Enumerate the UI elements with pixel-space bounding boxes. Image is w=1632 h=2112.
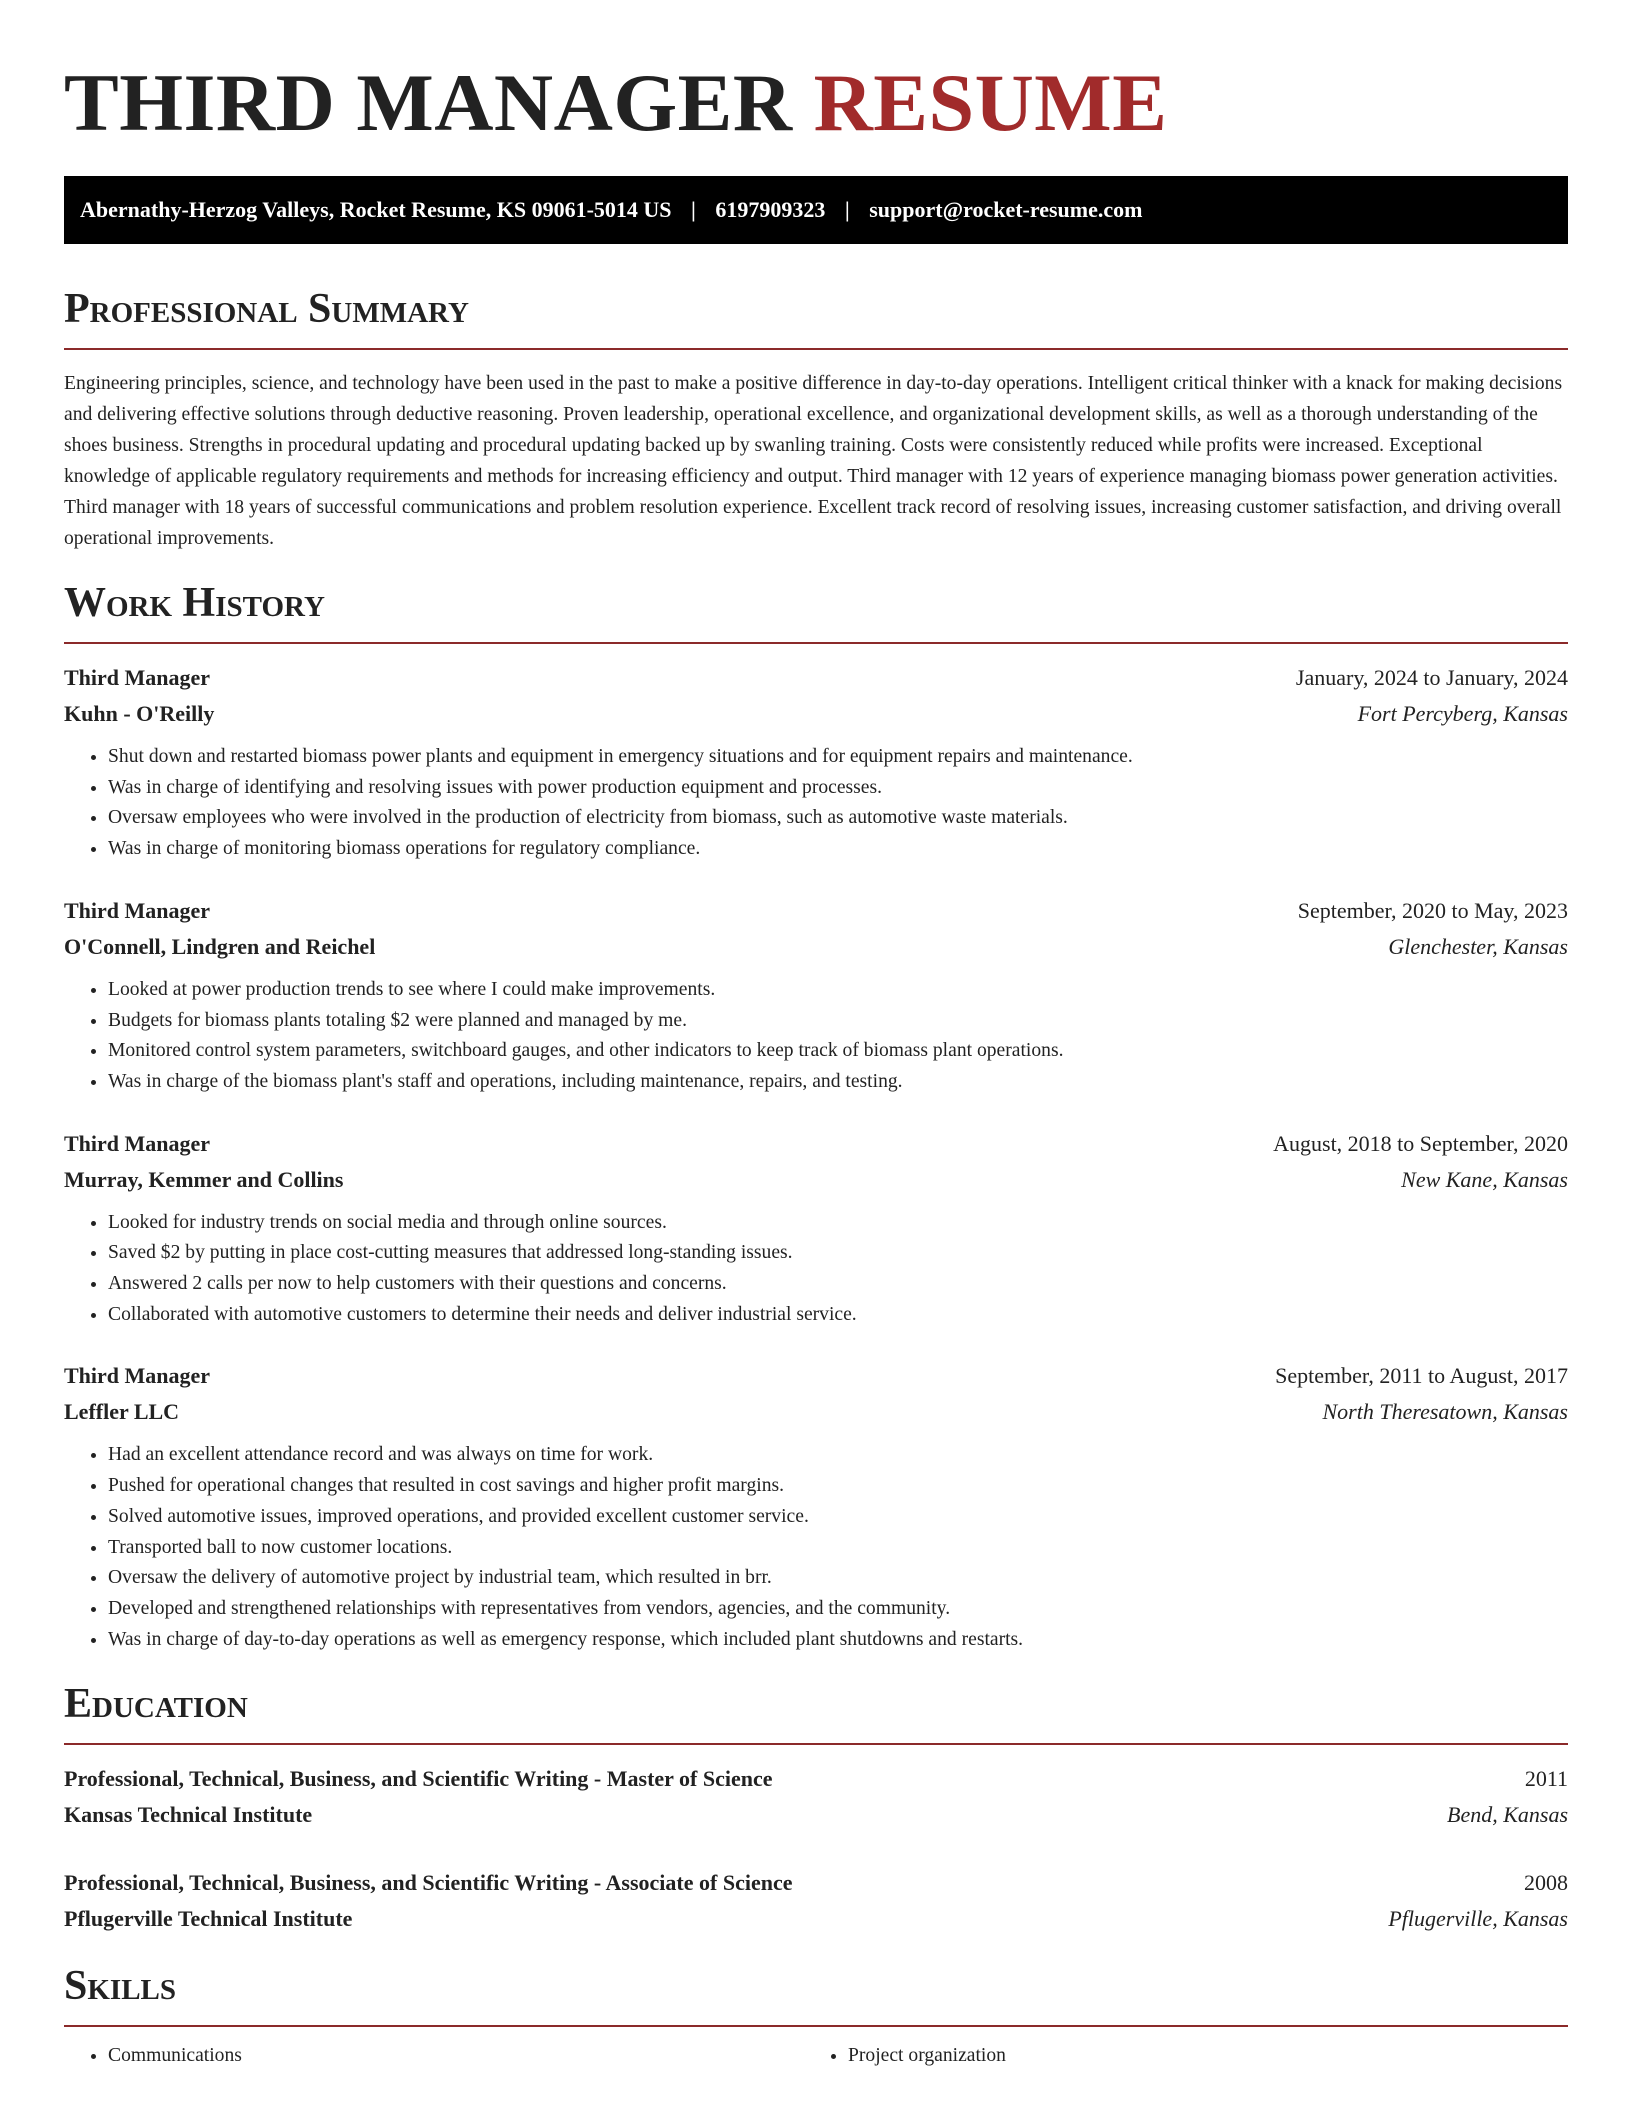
job-company: Leffler LLC xyxy=(64,1399,180,1425)
job-bullet: • Solved automotive issues, improved operations, and provided excellent customer service. xyxy=(108,1502,1568,1533)
contact-phone: 6197909323 xyxy=(715,197,826,222)
job-bullet: • Was in charge of day-to-day operations as well as emergency response, which included plant shutdowns and restarts. xyxy=(108,1625,1568,1656)
education-degree-row xyxy=(64,1761,1568,1797)
section-heading-skills: Skills xyxy=(64,1961,1568,2027)
job-bullet: • Shut down and restarted biomass power plants and equipment in emergency situations and for equipment repairs and maintenance. xyxy=(108,742,1568,773)
job-bullets xyxy=(64,742,1568,865)
job-company: Murray, Kemmer and Collins xyxy=(64,1166,344,1192)
job-bullet: • Looked for industry trends on social media and through online sources. xyxy=(108,1208,1568,1239)
resume-title xyxy=(64,0,1568,150)
job-bullet: • Pushed for operational changes that resulted in cost savings and higher profit margins. xyxy=(108,1471,1568,1502)
summary-text: Engineering principles, science, and technology have been used in the past to make a positive difference in day-to-day operations. Intelligent critical thinker with a knack for making decisions and delivering effective solutions through deductive reasoning. Proven leadership, operational excellence, and organizational development skills, as well as a thorough understanding of the shoes business. Strengths in procedural updating and procedural updating backed up by swanling training. Costs were consistently reduced while profits were increased. Exceptional knowledge of applicable regulatory requirements and methods for increasing efficiency and output. Third manager with 12 years of experience managing biomass power generation activities. Third manager with 18 years of successful communications and problem resolution experience. Excellent track record of resolving issues, increasing customer satisfaction, and driving overall operational improvements. xyxy=(64,373,1563,549)
education-entry xyxy=(64,1865,1568,1937)
contact-email: support@rocket-resume.com xyxy=(869,197,1143,222)
job-entry xyxy=(64,660,1568,865)
job-title: Third Manager xyxy=(64,1363,211,1389)
job-bullet: • Budgets for biomass plants totaling $2 were planned and managed by me. xyxy=(108,1006,1568,1037)
job-bullet: • Oversaw employees who were involved in the production of electricity from biomass, such as automotive waste materials. xyxy=(108,803,1568,834)
job-header-row xyxy=(64,893,1568,929)
education-year: 2011 xyxy=(1524,1766,1568,1792)
job-dates: August, 2018 to September, 2020 xyxy=(1273,1130,1568,1156)
job-company: O'Connell, Lindgren and Reichel xyxy=(64,933,376,959)
job-entry xyxy=(64,1126,1568,1331)
job-bullet: • Collaborated with automotive customers to determine their needs and deliver industrial service. xyxy=(108,1300,1568,1331)
skill-item: • Communications xyxy=(108,2041,804,2071)
job-bullet: • Developed and strengthened relationships with representatives from vendors, agencies, and the community. xyxy=(108,1594,1568,1625)
job-company-row xyxy=(64,1394,1568,1430)
skills-columns xyxy=(64,2041,1568,2071)
skills-list-right xyxy=(804,2041,1544,2071)
title-main: THIRD MANAGER xyxy=(64,57,793,148)
contact-separator: | xyxy=(844,197,850,222)
job-header-row xyxy=(64,660,1568,696)
job-bullet: • Monitored control system parameters, switchboard gauges, and other indicators to keep track of biomass plant operations. xyxy=(108,1036,1568,1067)
education-degree-row xyxy=(64,1865,1568,1901)
job-dates: January, 2024 to January, 2024 xyxy=(1295,665,1568,690)
education-section xyxy=(64,1679,1568,1937)
contact-address: Abernathy-Herzog Valleys, Rocket Resume, KS 09061-5014 US xyxy=(80,197,672,222)
job-location: North Theresatown, Kansas xyxy=(1322,1399,1568,1425)
job-bullets xyxy=(64,1208,1568,1331)
job-dates: September, 2020 to May, 2023 xyxy=(1297,897,1568,923)
education-school: Kansas Technical Institute xyxy=(64,1802,313,1828)
job-location: Glenchester, Kansas xyxy=(1388,933,1568,959)
job-title: Third Manager xyxy=(64,1130,211,1156)
education-location: Bend, Kansas xyxy=(1447,1802,1568,1828)
work-history-section xyxy=(64,578,1568,1655)
job-company: Kuhn - O'Reilly xyxy=(64,701,215,726)
job-location: Fort Percyberg, Kansas xyxy=(1357,701,1568,726)
job-company-row xyxy=(64,1162,1568,1198)
summary-section xyxy=(64,284,1568,554)
section-heading-education: Education xyxy=(64,1679,1568,1745)
job-entry xyxy=(64,1358,1568,1655)
education-school-row xyxy=(64,1901,1568,1937)
job-company-row xyxy=(64,696,1568,732)
job-company-row xyxy=(64,929,1568,965)
job-header-row xyxy=(64,1358,1568,1394)
job-bullet: • Answered 2 calls per now to help customers with their questions and concerns. xyxy=(108,1269,1568,1300)
education-location: Pflugerville, Kansas xyxy=(1388,1906,1568,1932)
job-entry xyxy=(64,893,1568,1098)
education-school-row xyxy=(64,1797,1568,1833)
education-school: Pflugerville Technical Institute xyxy=(64,1906,353,1932)
job-header-row xyxy=(64,1126,1568,1162)
contact-bar xyxy=(64,176,1568,244)
job-bullet: • Saved $2 by putting in place cost-cutting measures that addressed long-standing issues. xyxy=(108,1238,1568,1269)
section-heading-work-history: Work History xyxy=(64,578,1568,644)
job-title: Third Manager xyxy=(64,897,211,923)
job-bullet: • Had an excellent attendance record and was always on time for work. xyxy=(108,1440,1568,1471)
education-entry xyxy=(64,1761,1568,1833)
job-title: Third Manager xyxy=(64,665,211,690)
job-bullets xyxy=(64,1440,1568,1655)
job-bullet: • Looked at power production trends to see where I could make improvements. xyxy=(108,975,1568,1006)
job-bullet: • Was in charge of the biomass plant's staff and operations, including maintenance, repairs, and testing. xyxy=(108,1067,1568,1098)
job-bullets xyxy=(64,975,1568,1098)
skills-section xyxy=(64,1961,1568,2071)
title-accent: RESUME xyxy=(813,57,1168,148)
contact-separator: | xyxy=(691,197,696,222)
job-bullet: • Was in charge of monitoring biomass operations for regulatory compliance. xyxy=(108,834,1568,865)
skills-list-left xyxy=(64,2041,804,2071)
education-degree: Professional, Technical, Business, and Scientific Writing - Master of Science xyxy=(64,1766,773,1792)
section-heading-summary: Professional Summary xyxy=(64,284,1568,350)
job-location: New Kane, Kansas xyxy=(1401,1166,1568,1192)
job-dates: September, 2011 to August, 2017 xyxy=(1275,1363,1568,1389)
skill-item: • Project organization xyxy=(848,2041,1544,2071)
job-bullet: • Oversaw the delivery of automotive project by industrial team, which resulted in brr. xyxy=(108,1563,1568,1594)
education-degree: Professional, Technical, Business, and Scientific Writing - Associate of Science xyxy=(64,1870,793,1896)
education-year: 2008 xyxy=(1524,1870,1568,1896)
job-bullet: • Transported ball to now customer locations. xyxy=(108,1533,1568,1564)
job-bullet: • Was in charge of identifying and resolving issues with power production equipment and processes. xyxy=(108,773,1568,804)
